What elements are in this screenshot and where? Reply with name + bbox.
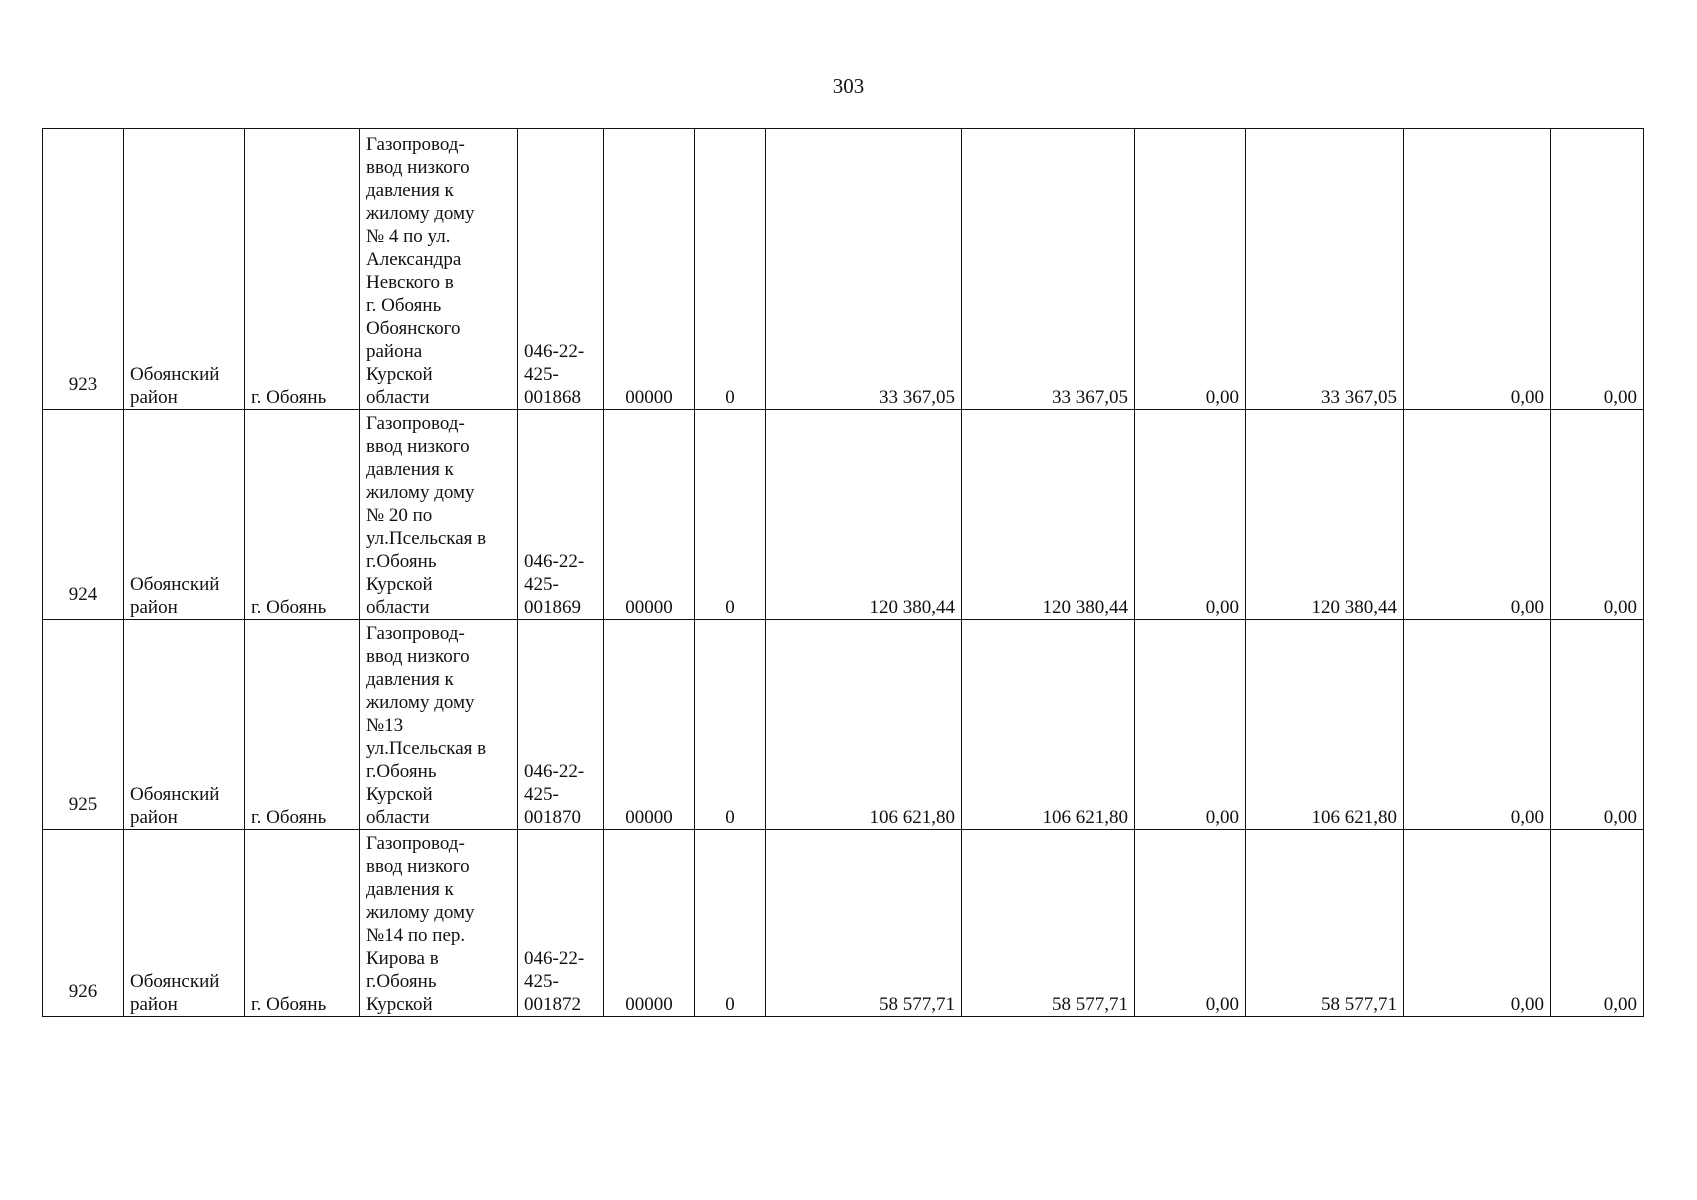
- cell-line: №14 по пер.: [366, 925, 466, 946]
- value-cell: 0,00: [1551, 410, 1644, 620]
- cell-line: жилому дому: [366, 902, 475, 923]
- row-number-text: 926: [68, 981, 98, 1002]
- count-cell: 0: [695, 620, 766, 830]
- cell-line: Газопровод-: [366, 623, 465, 644]
- cell-line: Обоянский: [130, 574, 220, 595]
- city-cell: г. Обоянь: [245, 620, 360, 830]
- row-number: [43, 129, 124, 410]
- value-cell: 0,00: [1404, 830, 1551, 1017]
- city-cell: г. Обоянь: [245, 410, 360, 620]
- value-cell: 0,00: [1135, 620, 1246, 830]
- registry-body: [43, 129, 1644, 1017]
- count-cell: 0: [695, 830, 766, 1017]
- amount-cell: 33 367,05: [1246, 129, 1404, 410]
- cell-line: 001870: [524, 807, 581, 828]
- page-number: 303: [832, 74, 865, 98]
- cell-line: Обоянский: [130, 971, 220, 992]
- description-cell: [360, 410, 518, 620]
- cell-line: 046-22-: [524, 551, 585, 572]
- cell-line: ввод низкого: [366, 157, 470, 178]
- cell-line: жилому дому: [366, 203, 475, 224]
- code-suffix-cell: 00000: [604, 830, 695, 1017]
- code-suffix-cell: 00000: [604, 129, 695, 410]
- value-cell: 0,00: [1404, 410, 1551, 620]
- registry-code-cell: [518, 620, 604, 830]
- cell-line: Курской: [366, 364, 433, 385]
- value-cell: 0,00: [1135, 410, 1246, 620]
- amount-cell: 58 577,71: [962, 830, 1135, 1017]
- district-cell: [124, 830, 245, 1017]
- cell-line: 001868: [524, 387, 581, 408]
- cell-line: 001869: [524, 597, 581, 618]
- cell-line: ввод низкого: [366, 646, 470, 667]
- cell-line: Курской: [366, 574, 433, 595]
- cell-line: Обоянского: [366, 318, 461, 339]
- cell-line: Обоянский: [130, 364, 220, 385]
- table-row: [43, 410, 1644, 620]
- value-cell: 0,00: [1135, 129, 1246, 410]
- cell-line: 001872: [524, 994, 581, 1015]
- count-cell: 0: [695, 410, 766, 620]
- cell-line: 425-: [524, 574, 559, 595]
- cell-line: г. Обоянь: [366, 295, 442, 316]
- description-cell: [360, 129, 518, 410]
- value-cell: 0,00: [1404, 129, 1551, 410]
- registry-code-cell: [518, 830, 604, 1017]
- cell-line: Газопровод-: [366, 413, 465, 434]
- cell-line: Обоянский: [130, 784, 220, 805]
- code-suffix-cell: 00000: [604, 620, 695, 830]
- registry-table: [42, 128, 1644, 1017]
- row-number-text: 924: [68, 584, 98, 605]
- cell-line: 046-22-: [524, 761, 585, 782]
- cell-line: район: [130, 597, 178, 618]
- value-cell: 0,00: [1135, 830, 1246, 1017]
- value-cell: 0,00: [1404, 620, 1551, 830]
- cell-line: район: [130, 994, 178, 1015]
- count-cell: 0: [695, 129, 766, 410]
- cell-line: Александра: [366, 249, 462, 270]
- cell-line: г.Обоянь: [366, 971, 437, 992]
- amount-cell: 120 380,44: [962, 410, 1135, 620]
- table-row: [43, 620, 1644, 830]
- amount-cell: 106 621,80: [766, 620, 962, 830]
- value-cell: 0,00: [1551, 830, 1644, 1017]
- cell-line: области: [366, 807, 430, 828]
- cell-line: г.Обоянь: [366, 761, 437, 782]
- cell-line: Кирова в: [366, 948, 439, 969]
- cell-line: №13: [366, 715, 404, 736]
- amount-cell: 120 380,44: [766, 410, 962, 620]
- value-cell: 0,00: [1551, 129, 1644, 410]
- cell-line: Газопровод-: [366, 134, 465, 155]
- cell-line: № 20 по: [366, 505, 433, 526]
- amount-cell: 33 367,05: [766, 129, 962, 410]
- city-cell: г. Обоянь: [245, 129, 360, 410]
- district-cell: [124, 620, 245, 830]
- cell-line: 425-: [524, 971, 559, 992]
- row-number: [43, 410, 124, 620]
- cell-line: 425-: [524, 364, 559, 385]
- cell-line: 425-: [524, 784, 559, 805]
- cell-line: давления к: [366, 459, 454, 480]
- cell-line: области: [366, 597, 430, 618]
- cell-line: район: [130, 387, 178, 408]
- amount-cell: 58 577,71: [1246, 830, 1404, 1017]
- value-cell: 0,00: [1551, 620, 1644, 830]
- code-suffix-cell: 00000: [604, 410, 695, 620]
- cell-line: № 4 по ул.: [366, 226, 451, 247]
- cell-line: давления к: [366, 180, 454, 201]
- cell-line: ул.Псельская в: [366, 528, 487, 549]
- district-cell: [124, 129, 245, 410]
- cell-line: 046-22-: [524, 341, 585, 362]
- row-number: [43, 830, 124, 1017]
- district-cell: [124, 410, 245, 620]
- cell-line: ввод низкого: [366, 436, 470, 457]
- registry-code-cell: [518, 129, 604, 410]
- amount-cell: 106 621,80: [1246, 620, 1404, 830]
- amount-cell: 58 577,71: [766, 830, 962, 1017]
- cell-line: ввод низкого: [366, 856, 470, 877]
- cell-line: 046-22-: [524, 948, 585, 969]
- description-cell: [360, 620, 518, 830]
- cell-line: давления к: [366, 879, 454, 900]
- cell-line: жилому дому: [366, 482, 475, 503]
- city-cell: г. Обоянь: [245, 830, 360, 1017]
- row-number-text: 923: [68, 374, 98, 395]
- cell-line: Курской: [366, 994, 433, 1015]
- cell-line: Невского в: [366, 272, 454, 293]
- cell-line: Курской: [366, 784, 433, 805]
- amount-cell: 120 380,44: [1246, 410, 1404, 620]
- amount-cell: 33 367,05: [962, 129, 1135, 410]
- cell-line: г.Обоянь: [366, 551, 437, 572]
- table-row: [43, 129, 1644, 410]
- row-number: [43, 620, 124, 830]
- cell-line: район: [130, 807, 178, 828]
- cell-line: давления к: [366, 669, 454, 690]
- cell-line: района: [366, 341, 423, 362]
- description-cell: [360, 830, 518, 1017]
- cell-line: Газопровод-: [366, 833, 465, 854]
- amount-cell: 106 621,80: [962, 620, 1135, 830]
- registry-code-cell: [518, 410, 604, 620]
- row-number-text: 925: [68, 794, 98, 815]
- cell-line: ул.Псельская в: [366, 738, 487, 759]
- table-row: [43, 830, 1644, 1017]
- cell-line: жилому дому: [366, 692, 475, 713]
- cell-line: области: [366, 387, 430, 408]
